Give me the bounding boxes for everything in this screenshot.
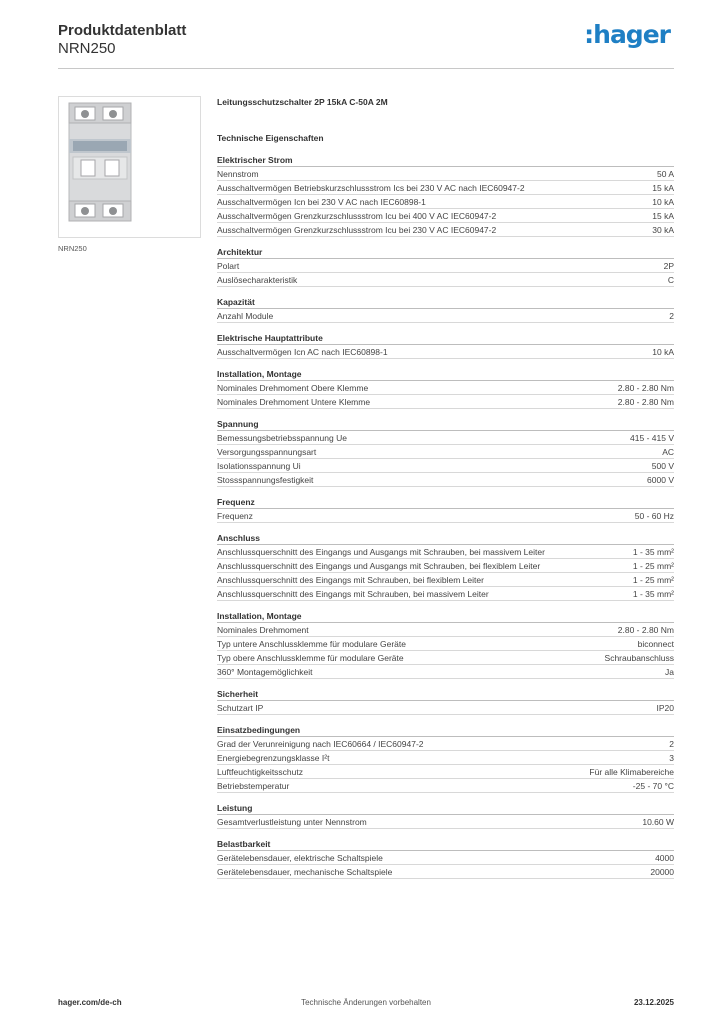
spec-value: 10 kA xyxy=(652,197,674,207)
spec-row xyxy=(217,545,674,559)
spec-value: 20000 xyxy=(650,867,674,877)
product-name: Leitungsschutzschalter 2P 15kA C-50A 2M xyxy=(217,97,388,107)
spec-label: Schutzart IP xyxy=(217,703,264,713)
image-caption: NRN250 xyxy=(58,244,87,253)
spec-value: 415 - 415 V xyxy=(630,433,674,443)
spec-row xyxy=(217,737,674,751)
spec-value: 6000 V xyxy=(647,475,674,485)
section-title: Anschluss xyxy=(217,533,674,545)
spec-section xyxy=(217,611,674,679)
spec-value: 30 kA xyxy=(652,225,674,235)
spec-row xyxy=(217,167,674,181)
spec-row xyxy=(217,273,674,287)
spec-label: Nominales Drehmoment Obere Klemme xyxy=(217,383,369,393)
spec-value: 2.80 - 2.80 Nm xyxy=(617,383,674,393)
spec-label: Gesamtverlustleistung unter Nennstrom xyxy=(217,817,367,827)
spec-row xyxy=(217,431,674,445)
spec-value: 10.60 W xyxy=(642,817,674,827)
logo-text: hager xyxy=(593,20,670,49)
spec-label: Ausschaltvermögen Betriebskurzschlussstrom Ics bei 230 V AC nach IEC60947-2 xyxy=(217,183,525,193)
spec-row xyxy=(217,587,674,601)
spec-value: 15 kA xyxy=(652,211,674,221)
spec-value: biconnect xyxy=(637,639,674,649)
spec-label: Typ untere Anschlussklemme für modulare Geräte xyxy=(217,639,406,649)
spec-label: Ausschaltvermögen Grenzkurzschlussstrom Icu bei 400 V AC IEC60947-2 xyxy=(217,211,497,221)
spec-row xyxy=(217,309,674,323)
spec-value: 2.80 - 2.80 Nm xyxy=(617,397,674,407)
spec-value: 2 xyxy=(669,739,674,749)
spec-row xyxy=(217,865,674,879)
section-title: Elektrische Hauptattribute xyxy=(217,333,674,345)
footer-date: 23.12.2025 xyxy=(633,998,674,1007)
spec-section xyxy=(217,839,674,879)
spec-value: 2 xyxy=(669,311,674,321)
spec-row xyxy=(217,345,674,359)
spec-row xyxy=(217,779,674,793)
spec-row xyxy=(217,651,674,665)
spec-section xyxy=(217,155,674,237)
spec-label: Isolationsspannung Ui xyxy=(217,461,301,471)
spec-section xyxy=(217,369,674,409)
spec-label: Ausschaltvermögen Grenzkurzschlussstrom Icu bei 230 V AC IEC60947-2 xyxy=(217,225,497,235)
spec-row xyxy=(217,623,674,637)
spec-value: 500 V xyxy=(651,461,674,471)
spec-label: Anzahl Module xyxy=(217,311,274,321)
spec-row xyxy=(217,851,674,865)
section-title: Sicherheit xyxy=(217,689,674,701)
header-divider xyxy=(58,68,674,69)
spec-section xyxy=(217,725,674,793)
spec-label: Nominales Drehmoment Untere Klemme xyxy=(217,397,371,407)
page-title: Produktdatenblatt xyxy=(58,22,187,39)
spec-label: Versorgungsspannungsart xyxy=(217,447,317,457)
spec-row xyxy=(217,473,674,487)
spec-label: Bemessungsbetriebsspannung Ue xyxy=(217,433,347,443)
spec-label: Anschlussquerschnitt des Eingangs und Ausgangs mit Schrauben, bei massivem Leiter xyxy=(217,547,545,557)
spec-content xyxy=(217,96,674,879)
section-title: Installation, Montage xyxy=(217,611,674,623)
spec-label: Stossspannungsfestigkeit xyxy=(217,475,314,485)
spec-label: Typ obere Anschlussklemme für modulare Geräte xyxy=(217,653,404,663)
spec-value: C xyxy=(667,275,674,285)
spec-value: IP20 xyxy=(656,703,674,713)
spec-section xyxy=(217,533,674,601)
spec-value: 2.80 - 2.80 Nm xyxy=(617,625,674,635)
spec-sections xyxy=(217,155,674,879)
spec-row xyxy=(217,815,674,829)
spec-value: AC xyxy=(662,447,674,457)
spec-row xyxy=(217,381,674,395)
spec-row xyxy=(217,459,674,473)
spec-section xyxy=(217,297,674,323)
spec-row xyxy=(217,637,674,651)
spec-label: 360° Montagemöglichkeit xyxy=(217,667,313,677)
footer-website: hager.com/de-ch xyxy=(58,998,122,1007)
spec-row xyxy=(217,223,674,237)
spec-label: Ausschaltvermögen Icn bei 230 V AC nach IEC60898-1 xyxy=(217,197,426,207)
spec-section xyxy=(217,689,674,715)
spec-row xyxy=(217,573,674,587)
spec-value: 10 kA xyxy=(652,347,674,357)
spec-section xyxy=(217,803,674,829)
spec-section xyxy=(217,497,674,523)
section-title: Kapazität xyxy=(217,297,674,309)
spec-label: Ausschaltvermögen Icn AC nach IEC60898-1 xyxy=(217,347,388,357)
spec-value: -25 - 70 °C xyxy=(632,781,674,791)
spec-section xyxy=(217,333,674,359)
spec-label: Betriebstemperatur xyxy=(217,781,290,791)
spec-value: 1 - 35 mm² xyxy=(632,589,674,599)
spec-row xyxy=(217,445,674,459)
spec-label: Luftfeuchtigkeitsschutz xyxy=(217,767,303,777)
hager-logo: :hager xyxy=(584,20,670,49)
spec-section xyxy=(217,247,674,287)
spec-value: 50 - 60 Hz xyxy=(634,511,674,521)
section-title: Spannung xyxy=(217,419,674,431)
spec-label: Polart xyxy=(217,261,240,271)
tech-properties-title: Technische Eigenschaften xyxy=(217,133,324,143)
spec-value: 4000 xyxy=(655,853,674,863)
spec-row xyxy=(217,701,674,715)
spec-row xyxy=(217,765,674,779)
circuit-breaker-icon xyxy=(59,97,200,237)
spec-row xyxy=(217,209,674,223)
spec-value: 50 A xyxy=(656,169,674,179)
spec-value: Ja xyxy=(665,667,674,677)
section-title: Frequenz xyxy=(217,497,674,509)
section-title: Einsatzbedingungen xyxy=(217,725,674,737)
section-title: Installation, Montage xyxy=(217,369,674,381)
spec-value: 3 xyxy=(669,753,674,763)
spec-row xyxy=(217,395,674,409)
spec-label: Grad der Verunreinigung nach IEC60664 / IEC60947-2 xyxy=(217,739,424,749)
spec-row xyxy=(217,665,674,679)
page-header xyxy=(58,22,674,70)
page-subtitle: NRN250 xyxy=(58,40,116,57)
spec-label: Nennstrom xyxy=(217,169,259,179)
spec-label: Nominales Drehmoment xyxy=(217,625,309,635)
footer-notice: Technische Änderungen vorbehalten xyxy=(301,998,431,1007)
spec-row xyxy=(217,559,674,573)
spec-label: Energiebegrenzungsklasse I²t xyxy=(217,753,330,763)
spec-label: Anschlussquerschnitt des Eingangs mit Schrauben, bei massivem Leiter xyxy=(217,589,489,599)
spec-row xyxy=(217,181,674,195)
spec-row xyxy=(217,195,674,209)
section-title: Architektur xyxy=(217,247,674,259)
spec-label: Auslösecharakteristik xyxy=(217,275,298,285)
spec-value: 1 - 25 mm² xyxy=(632,575,674,585)
spec-label: Gerätelebensdauer, elektrische Schaltspiele xyxy=(217,853,383,863)
spec-value: 15 kA xyxy=(652,183,674,193)
spec-label: Anschlussquerschnitt des Eingangs mit Schrauben, bei flexiblem Leiter xyxy=(217,575,484,585)
spec-value: 1 - 35 mm² xyxy=(632,547,674,557)
section-title: Leistung xyxy=(217,803,674,815)
spec-section xyxy=(217,419,674,487)
section-title: Belastbarkeit xyxy=(217,839,674,851)
spec-value: Für alle Klimabereiche xyxy=(589,767,674,777)
spec-label: Anschlussquerschnitt des Eingangs und Ausgangs mit Schrauben, bei flexiblem Leiter xyxy=(217,561,541,571)
spec-value: 1 - 25 mm² xyxy=(632,561,674,571)
spec-row xyxy=(217,509,674,523)
product-image xyxy=(58,96,201,238)
spec-row xyxy=(217,259,674,273)
spec-row xyxy=(217,751,674,765)
spec-value: Schraubanschluss xyxy=(604,653,674,663)
spec-value: 2P xyxy=(663,261,674,271)
spec-label: Gerätelebensdauer, mechanische Schaltspiele xyxy=(217,867,393,877)
section-title: Elektrischer Strom xyxy=(217,155,674,167)
spec-label: Frequenz xyxy=(217,511,253,521)
